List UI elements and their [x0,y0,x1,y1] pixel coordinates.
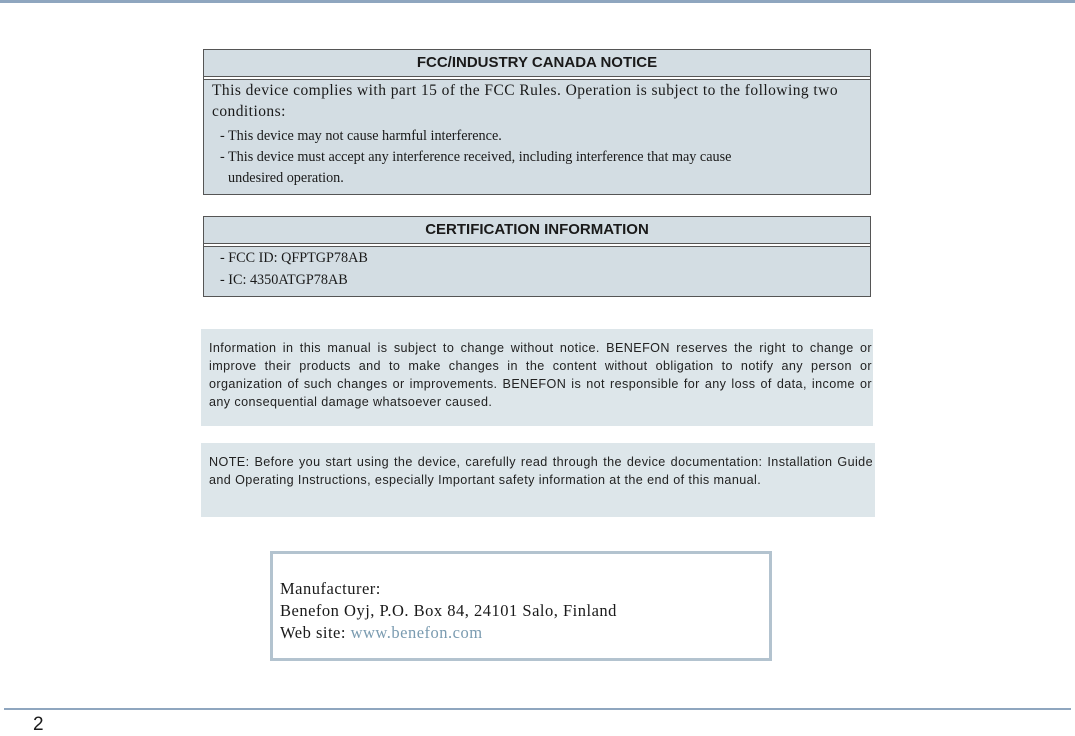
fcc-notice-intro: This device complies with part 15 of the FCC Rules. Operation is subject to the following two conditions: [212,82,839,120]
fcc-condition-2-text: - This device must accept any interference received, including interference that may cause [220,149,732,165]
website-label: Web site: [280,623,346,642]
manufacturer-address: Benefon Oyj, P.O. Box 84, 24101 Salo, Finland [280,601,617,620]
website-link[interactable]: www.benefon.com [350,623,483,642]
header-rule [0,0,1075,3]
fcc-condition-1: - This device may not cause harmful interference. [220,128,502,144]
page-number: 2 [33,714,44,735]
ic-number: - IC: 4350ATGP78AB [220,272,348,288]
note-text: NOTE: Before you start using the device, carefully read through the device documentation: Installation Guide and Operating Instructions, especially Important safety information at the end of this manual. [209,455,873,487]
manufacturer-box [270,551,772,661]
disclaimer-text: Information in this manual is subject to change without notice. BENEFON reserves the right to change or improve their products and to make changes in the content without obligation to notify any person or organization of such changes or improvements. BENEFON is not responsible for any loss of data, income or any consequential damage whatsoever caused. [209,341,872,409]
disclaimer-panel [201,329,873,426]
fcc-id: - FCC ID: QFPTGP78AB [220,250,368,266]
footer-rule [4,708,1071,710]
fcc-condition-2-continued: undesired operation. [228,170,344,186]
fcc-notice-box [203,49,871,195]
note-panel [201,443,875,517]
website-line [280,622,769,644]
certification-box [203,216,871,297]
manufacturer-label: Manufacturer: [280,579,381,598]
certification-title: CERTIFICATION INFORMATION [204,217,870,244]
fcc-notice-title: FCC/INDUSTRY CANADA NOTICE [204,50,870,77]
fcc-condition-2 [204,147,870,189]
